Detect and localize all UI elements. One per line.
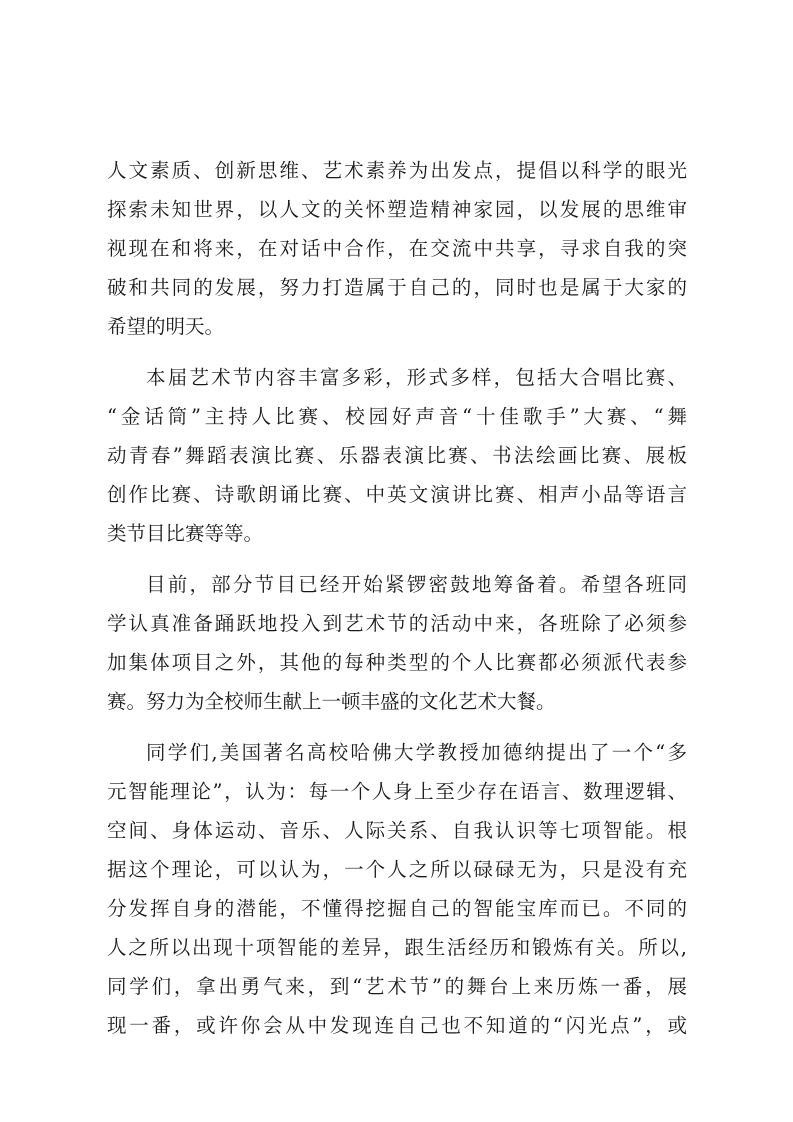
text-line: 元智能理论”，认为：每一个人身上至少存在语言、数理逻辑、	[107, 780, 687, 803]
text-line: 人文素质、创新思维、艺术素养为出发点，提倡以科学的眼光	[107, 159, 687, 182]
text-line: 破和共同的发展，努力打造属于自己的，同时也是属于大家的	[107, 276, 687, 299]
text-line: 分发挥自身的潜能，不懂得挖掘自己的智能宝库而已。不同的	[107, 897, 687, 920]
text-line: 据这个理论，可以认为，一个人之所以碌碌无为，只是没有充	[107, 858, 687, 881]
text-line: 希望的明天。	[107, 315, 225, 338]
text-line: 同学们,美国著名高校哈佛大学教授加德纳提出了一个“多	[146, 741, 687, 764]
paragraph-3	[107, 565, 687, 721]
paragraph-4	[107, 733, 687, 1045]
text-line: 创作比赛、诗歌朗诵比赛、中英文演讲比赛、相声小品等语言	[107, 483, 687, 506]
text-line: 本届艺术节内容丰富多彩，形式多样，包括大合唱比赛、	[146, 366, 687, 389]
text-line: 空间、身体运动、音乐、人际关系、自我认识等七项智能。根	[107, 819, 687, 842]
document-body	[107, 151, 687, 1057]
text-line: 同学们，拿出勇气来，到“艺术节”的舞台上来历炼一番，展	[107, 975, 687, 998]
text-line: 现一番，或许你会从中发现连自己也不知道的“闪光点”，或	[107, 1014, 687, 1037]
text-line: 赛。努力为全校师生献上一顿丰盛的文化艺术大餐。	[107, 690, 556, 713]
text-line: 学认真准备踊跃地投入到艺术节的活动中来，各班除了必须参	[107, 612, 687, 635]
text-line: 人之所以出现十项智能的差异，跟生活经历和锻炼有关。所以,	[107, 936, 687, 959]
paragraph-1	[107, 151, 687, 346]
text-line: 加集体项目之外，其他的每种类型的个人比赛都必须派代表参	[107, 651, 687, 674]
text-line: 类节目比赛等等。	[107, 522, 264, 545]
text-line: “金话筒”主持人比赛、校园好声音“十佳歌手”大赛、“舞	[107, 405, 687, 428]
text-line: 探索未知世界，以人文的关怀塑造精神家园，以发展的思维审	[107, 198, 687, 221]
text-line: 视现在和将来，在对话中合作，在交流中共享，寻求自我的突	[107, 237, 687, 260]
text-line: 目前，部分节目已经开始紧锣密鼓地筹备着。希望各班同	[146, 573, 687, 596]
text-line: 动青春”舞蹈表演比赛、乐器表演比赛、书法绘画比赛、展板	[107, 444, 687, 467]
paragraph-2	[107, 358, 687, 553]
